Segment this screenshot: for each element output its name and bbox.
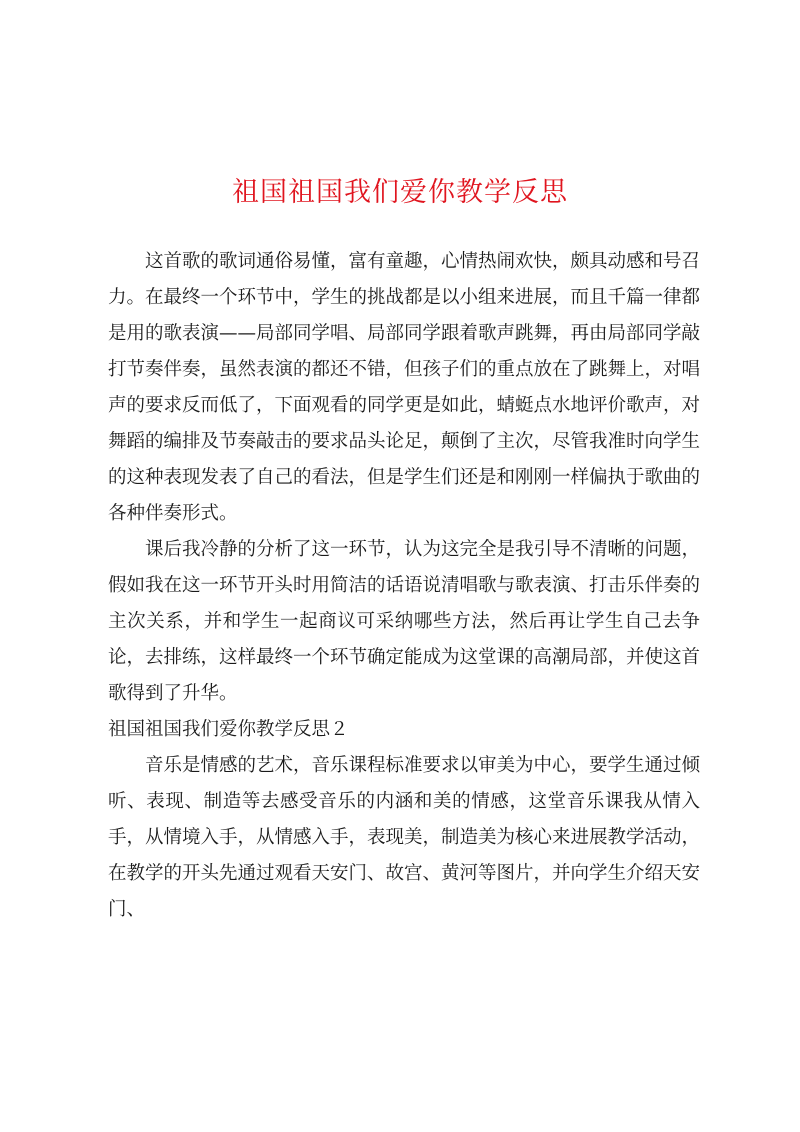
document-body bbox=[108, 244, 700, 928]
document-title: 祖国祖国我们爱你教学反思 bbox=[232, 177, 568, 208]
section-subheading: 祖国祖国我们爱你教学反思２ bbox=[108, 719, 349, 740]
paragraph-1: 这首歌的歌词通俗易懂，富有童趣，心情热闹欢快，颇具动感和号召力。在最终一个环节中，学生的挑战都是以小组来进展，而且千篇一律都是用的歌表演——局部同学唱、局部同学跟着歌声跳舞，再由局部同学敲打节奏伴奏，虽然表演的都还不错，但孩子们的重点放在了跳舞上，对唱声的要求反而低了，下面观看的同学更是如此，蜻蜓点水地评价歌声，对舞蹈的编排及节奏敲击的要求品头论足，颠倒了主次，尽管我准时向学生的这种表现发表了自己的看法，但是学生们还是和刚刚一样偏执于歌曲的各种伴奏形式。 bbox=[108, 251, 701, 524]
paragraph-3: 音乐是情感的艺术，音乐课程标准要求以审美为中心，要学生通过倾听、表现、制造等去感受音乐的内涵和美的情感，这堂音乐课我从情入手，从情境入手，从情感入手，表现美，制造美为核心来进展教学活动，在教学的开头先通过观看天安门、故宫、黄河等图片，并向学生介绍天安门、 bbox=[108, 755, 701, 920]
paragraph-2: 课后我冷静的分析了这一环节，认为这完全是我引导不清晰的问题，假如我在这一环节开头时用简洁的话语说清唱歌与歌表演、打击乐伴奏的主次关系，并和学生一起商议可采纳哪些方法，然后再让学生自己去争论，去排练，这样最终一个环节确定能成为这堂课的高潮局部，并使这首歌得到了升华。 bbox=[108, 539, 701, 704]
